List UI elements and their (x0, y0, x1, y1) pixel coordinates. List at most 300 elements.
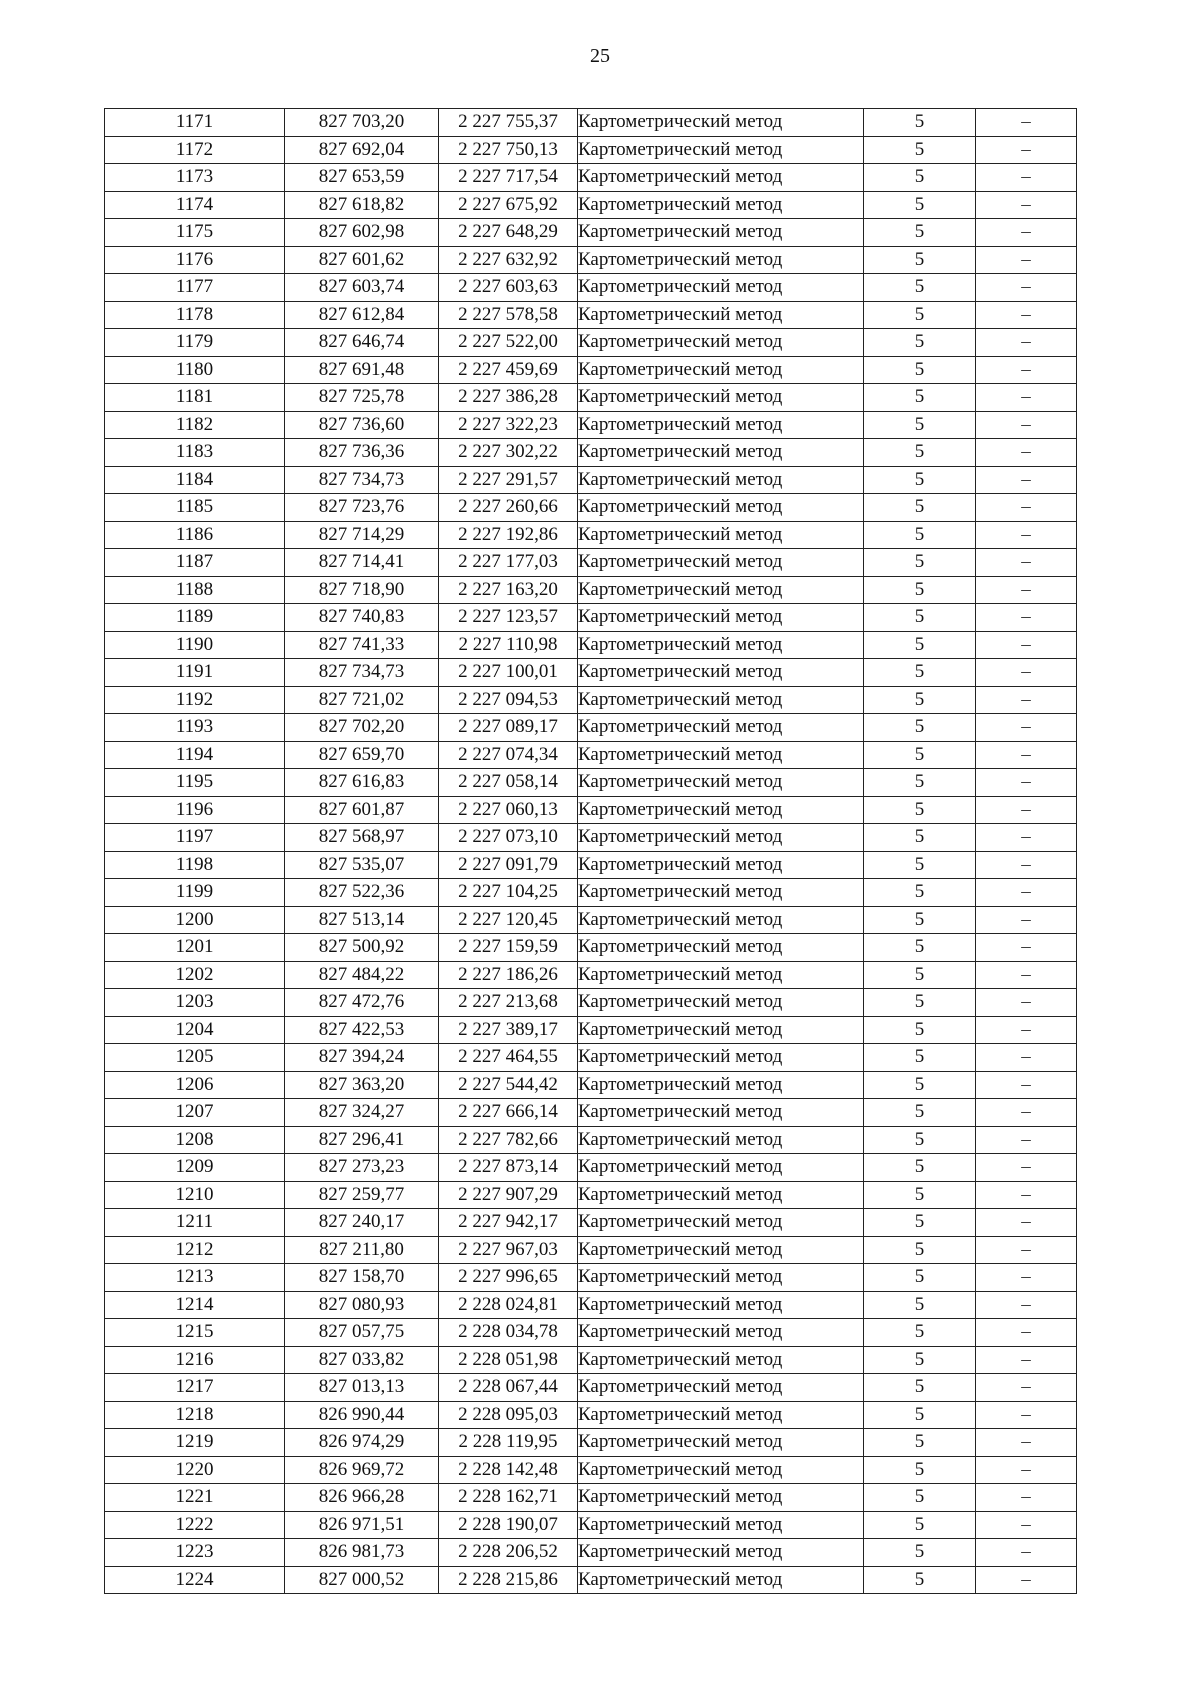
table-row (105, 219, 1077, 247)
x-coordinate-cell: 827 702,20 (285, 714, 439, 742)
point-number-cell: 1218 (105, 1401, 285, 1429)
table-row (105, 329, 1077, 357)
y-coordinate-cell: 2 227 094,53 (439, 686, 578, 714)
accuracy-cell: 5 (864, 1099, 976, 1127)
accuracy-cell: 5 (864, 1236, 976, 1264)
description-cell: – (976, 1264, 1077, 1292)
method-cell: Картометрический метод (578, 1264, 864, 1292)
table-row (105, 494, 1077, 522)
point-number-cell: 1200 (105, 906, 285, 934)
x-coordinate-cell: 827 013,13 (285, 1374, 439, 1402)
y-coordinate-cell: 2 227 389,17 (439, 1016, 578, 1044)
table-row (105, 1456, 1077, 1484)
method-cell: Картометрический метод (578, 411, 864, 439)
point-number-cell: 1174 (105, 191, 285, 219)
x-coordinate-cell: 827 057,75 (285, 1319, 439, 1347)
accuracy-cell: 5 (864, 906, 976, 934)
y-coordinate-cell: 2 228 215,86 (439, 1566, 578, 1594)
point-number-cell: 1198 (105, 851, 285, 879)
table-row (105, 989, 1077, 1017)
method-cell: Картометрический метод (578, 549, 864, 577)
x-coordinate-cell: 827 033,82 (285, 1346, 439, 1374)
accuracy-cell: 5 (864, 1264, 976, 1292)
method-cell: Картометрический метод (578, 961, 864, 989)
point-number-cell: 1184 (105, 466, 285, 494)
method-cell: Картометрический метод (578, 466, 864, 494)
description-cell: – (976, 1181, 1077, 1209)
table-row (105, 604, 1077, 632)
description-cell: – (976, 356, 1077, 384)
method-cell: Картометрический метод (578, 1236, 864, 1264)
x-coordinate-cell: 827 394,24 (285, 1044, 439, 1072)
method-cell: Картометрический метод (578, 769, 864, 797)
x-coordinate-cell: 827 603,74 (285, 274, 439, 302)
x-coordinate-cell: 827 296,41 (285, 1126, 439, 1154)
accuracy-cell: 5 (864, 466, 976, 494)
method-cell: Картометрический метод (578, 1539, 864, 1567)
y-coordinate-cell: 2 227 755,37 (439, 109, 578, 137)
method-cell: Картометрический метод (578, 686, 864, 714)
point-number-cell: 1195 (105, 769, 285, 797)
point-number-cell: 1193 (105, 714, 285, 742)
table-row (105, 1099, 1077, 1127)
accuracy-cell: 5 (864, 961, 976, 989)
accuracy-cell: 5 (864, 769, 976, 797)
method-cell: Картометрический метод (578, 356, 864, 384)
table-row (105, 164, 1077, 192)
x-coordinate-cell: 827 601,62 (285, 246, 439, 274)
accuracy-cell: 5 (864, 1291, 976, 1319)
y-coordinate-cell: 2 227 260,66 (439, 494, 578, 522)
accuracy-cell: 5 (864, 136, 976, 164)
y-coordinate-cell: 2 227 907,29 (439, 1181, 578, 1209)
accuracy-cell: 5 (864, 356, 976, 384)
method-cell: Картометрический метод (578, 384, 864, 412)
y-coordinate-cell: 2 227 302,22 (439, 439, 578, 467)
accuracy-cell: 5 (864, 686, 976, 714)
x-coordinate-cell: 827 522,36 (285, 879, 439, 907)
description-cell: – (976, 329, 1077, 357)
description-cell: – (976, 136, 1077, 164)
description-cell: – (976, 191, 1077, 219)
x-coordinate-cell: 827 211,80 (285, 1236, 439, 1264)
point-number-cell: 1221 (105, 1484, 285, 1512)
description-cell: – (976, 769, 1077, 797)
x-coordinate-cell: 827 472,76 (285, 989, 439, 1017)
method-cell: Картометрический метод (578, 1291, 864, 1319)
x-coordinate-cell: 827 568,97 (285, 824, 439, 852)
x-coordinate-cell: 826 966,28 (285, 1484, 439, 1512)
x-coordinate-cell: 827 422,53 (285, 1016, 439, 1044)
y-coordinate-cell: 2 228 206,52 (439, 1539, 578, 1567)
method-cell: Картометрический метод (578, 219, 864, 247)
table-row (105, 934, 1077, 962)
y-coordinate-cell: 2 227 873,14 (439, 1154, 578, 1182)
description-cell: – (976, 686, 1077, 714)
y-coordinate-cell: 2 227 782,66 (439, 1126, 578, 1154)
point-number-cell: 1207 (105, 1099, 285, 1127)
point-number-cell: 1206 (105, 1071, 285, 1099)
method-cell: Картометрический метод (578, 1456, 864, 1484)
method-cell: Картометрический метод (578, 796, 864, 824)
accuracy-cell: 5 (864, 1126, 976, 1154)
description-cell: – (976, 274, 1077, 302)
method-cell: Картометрический метод (578, 1044, 864, 1072)
table-row (105, 356, 1077, 384)
point-number-cell: 1210 (105, 1181, 285, 1209)
description-cell: – (976, 549, 1077, 577)
description-cell: – (976, 961, 1077, 989)
point-number-cell: 1191 (105, 659, 285, 687)
point-number-cell: 1224 (105, 1566, 285, 1594)
description-cell: – (976, 879, 1077, 907)
point-number-cell: 1173 (105, 164, 285, 192)
x-coordinate-cell: 826 974,29 (285, 1429, 439, 1457)
description-cell: – (976, 1236, 1077, 1264)
description-cell: – (976, 631, 1077, 659)
page-number: 25 (590, 45, 610, 67)
method-cell: Картометрический метод (578, 1511, 864, 1539)
accuracy-cell: 5 (864, 1181, 976, 1209)
description-cell: – (976, 934, 1077, 962)
point-number-cell: 1202 (105, 961, 285, 989)
method-cell: Картометрический метод (578, 741, 864, 769)
point-number-cell: 1178 (105, 301, 285, 329)
x-coordinate-cell: 827 616,83 (285, 769, 439, 797)
point-number-cell: 1199 (105, 879, 285, 907)
table-row (105, 1429, 1077, 1457)
table-row (105, 631, 1077, 659)
description-cell: – (976, 604, 1077, 632)
table-row (105, 274, 1077, 302)
point-number-cell: 1176 (105, 246, 285, 274)
x-coordinate-cell: 827 736,36 (285, 439, 439, 467)
table-row (105, 1016, 1077, 1044)
point-number-cell: 1192 (105, 686, 285, 714)
x-coordinate-cell: 827 324,27 (285, 1099, 439, 1127)
point-number-cell: 1223 (105, 1539, 285, 1567)
x-coordinate-cell: 827 259,77 (285, 1181, 439, 1209)
point-number-cell: 1177 (105, 274, 285, 302)
x-coordinate-cell: 827 723,76 (285, 494, 439, 522)
description-cell: – (976, 301, 1077, 329)
method-cell: Картометрический метод (578, 879, 864, 907)
description-cell: – (976, 1539, 1077, 1567)
method-cell: Картометрический метод (578, 851, 864, 879)
table-row (105, 714, 1077, 742)
description-cell: – (976, 1099, 1077, 1127)
description-cell: – (976, 439, 1077, 467)
table-row (105, 549, 1077, 577)
x-coordinate-cell: 827 703,20 (285, 109, 439, 137)
accuracy-cell: 5 (864, 824, 976, 852)
y-coordinate-cell: 2 228 119,95 (439, 1429, 578, 1457)
method-cell: Картометрический метод (578, 576, 864, 604)
y-coordinate-cell: 2 228 190,07 (439, 1511, 578, 1539)
description-cell: – (976, 851, 1077, 879)
y-coordinate-cell: 2 228 024,81 (439, 1291, 578, 1319)
y-coordinate-cell: 2 228 142,48 (439, 1456, 578, 1484)
method-cell: Картометрический метод (578, 191, 864, 219)
description-cell: – (976, 109, 1077, 137)
y-coordinate-cell: 2 227 522,00 (439, 329, 578, 357)
y-coordinate-cell: 2 227 291,57 (439, 466, 578, 494)
y-coordinate-cell: 2 227 632,92 (439, 246, 578, 274)
accuracy-cell: 5 (864, 1539, 976, 1567)
method-cell: Картометрический метод (578, 329, 864, 357)
y-coordinate-cell: 2 228 067,44 (439, 1374, 578, 1402)
accuracy-cell: 5 (864, 631, 976, 659)
table-row (105, 109, 1077, 137)
x-coordinate-cell: 826 981,73 (285, 1539, 439, 1567)
accuracy-cell: 5 (864, 384, 976, 412)
point-number-cell: 1204 (105, 1016, 285, 1044)
x-coordinate-cell: 827 612,84 (285, 301, 439, 329)
point-number-cell: 1181 (105, 384, 285, 412)
y-coordinate-cell: 2 227 123,57 (439, 604, 578, 632)
method-cell: Картометрический метод (578, 934, 864, 962)
y-coordinate-cell: 2 227 717,54 (439, 164, 578, 192)
accuracy-cell: 5 (864, 164, 976, 192)
table-row (105, 796, 1077, 824)
accuracy-cell: 5 (864, 1429, 976, 1457)
table-row (105, 521, 1077, 549)
accuracy-cell: 5 (864, 576, 976, 604)
description-cell: – (976, 1291, 1077, 1319)
table-row (105, 1044, 1077, 1072)
table-row (105, 246, 1077, 274)
x-coordinate-cell: 827 646,74 (285, 329, 439, 357)
method-cell: Картометрический метод (578, 714, 864, 742)
description-cell: – (976, 1566, 1077, 1594)
y-coordinate-cell: 2 227 942,17 (439, 1209, 578, 1237)
y-coordinate-cell: 2 227 177,03 (439, 549, 578, 577)
point-number-cell: 1180 (105, 356, 285, 384)
y-coordinate-cell: 2 227 060,13 (439, 796, 578, 824)
y-coordinate-cell: 2 228 051,98 (439, 1346, 578, 1374)
method-cell: Картометрический метод (578, 109, 864, 137)
x-coordinate-cell: 827 000,52 (285, 1566, 439, 1594)
method-cell: Картометрический метод (578, 274, 864, 302)
point-number-cell: 1179 (105, 329, 285, 357)
x-coordinate-cell: 827 734,73 (285, 466, 439, 494)
accuracy-cell: 5 (864, 1016, 976, 1044)
y-coordinate-cell: 2 227 104,25 (439, 879, 578, 907)
point-number-cell: 1203 (105, 989, 285, 1017)
table-row (105, 1071, 1077, 1099)
table-row (105, 1181, 1077, 1209)
y-coordinate-cell: 2 227 967,03 (439, 1236, 578, 1264)
accuracy-cell: 5 (864, 246, 976, 274)
description-cell: – (976, 714, 1077, 742)
coordinates-table-body (105, 109, 1077, 1594)
table-row (105, 1209, 1077, 1237)
description-cell: – (976, 1016, 1077, 1044)
method-cell: Картометрический метод (578, 494, 864, 522)
x-coordinate-cell: 827 740,83 (285, 604, 439, 632)
accuracy-cell: 5 (864, 934, 976, 962)
point-number-cell: 1217 (105, 1374, 285, 1402)
method-cell: Картометрический метод (578, 1016, 864, 1044)
point-number-cell: 1209 (105, 1154, 285, 1182)
x-coordinate-cell: 827 714,41 (285, 549, 439, 577)
y-coordinate-cell: 2 227 091,79 (439, 851, 578, 879)
x-coordinate-cell: 826 990,44 (285, 1401, 439, 1429)
point-number-cell: 1208 (105, 1126, 285, 1154)
method-cell: Картометрический метод (578, 1346, 864, 1374)
method-cell: Картометрический метод (578, 631, 864, 659)
y-coordinate-cell: 2 227 648,29 (439, 219, 578, 247)
x-coordinate-cell: 827 692,04 (285, 136, 439, 164)
y-coordinate-cell: 2 227 996,65 (439, 1264, 578, 1292)
method-cell: Картометрический метод (578, 1401, 864, 1429)
description-cell: – (976, 1374, 1077, 1402)
description-cell: – (976, 494, 1077, 522)
table-row (105, 824, 1077, 852)
description-cell: – (976, 246, 1077, 274)
accuracy-cell: 5 (864, 439, 976, 467)
accuracy-cell: 5 (864, 494, 976, 522)
accuracy-cell: 5 (864, 851, 976, 879)
description-cell: – (976, 1484, 1077, 1512)
x-coordinate-cell: 827 734,73 (285, 659, 439, 687)
description-cell: – (976, 521, 1077, 549)
table-row (105, 576, 1077, 604)
y-coordinate-cell: 2 228 034,78 (439, 1319, 578, 1347)
point-number-cell: 1185 (105, 494, 285, 522)
table-row (105, 1401, 1077, 1429)
accuracy-cell: 5 (864, 109, 976, 137)
point-number-cell: 1171 (105, 109, 285, 137)
table-row (105, 769, 1077, 797)
x-coordinate-cell: 827 659,70 (285, 741, 439, 769)
y-coordinate-cell: 2 227 544,42 (439, 1071, 578, 1099)
accuracy-cell: 5 (864, 1071, 976, 1099)
table-row (105, 1539, 1077, 1567)
method-cell: Картометрический метод (578, 989, 864, 1017)
point-number-cell: 1211 (105, 1209, 285, 1237)
description-cell: – (976, 411, 1077, 439)
y-coordinate-cell: 2 227 750,13 (439, 136, 578, 164)
point-number-cell: 1214 (105, 1291, 285, 1319)
description-cell: – (976, 906, 1077, 934)
x-coordinate-cell: 827 691,48 (285, 356, 439, 384)
y-coordinate-cell: 2 227 110,98 (439, 631, 578, 659)
description-cell: – (976, 1429, 1077, 1457)
x-coordinate-cell: 827 273,23 (285, 1154, 439, 1182)
coordinates-table (104, 108, 1077, 1594)
method-cell: Картометрический метод (578, 1484, 864, 1512)
accuracy-cell: 5 (864, 741, 976, 769)
table-row (105, 741, 1077, 769)
point-number-cell: 1197 (105, 824, 285, 852)
table-row (105, 384, 1077, 412)
point-number-cell: 1175 (105, 219, 285, 247)
point-number-cell: 1219 (105, 1429, 285, 1457)
x-coordinate-cell: 827 721,02 (285, 686, 439, 714)
x-coordinate-cell: 827 602,98 (285, 219, 439, 247)
table-row (105, 1264, 1077, 1292)
y-coordinate-cell: 2 227 213,68 (439, 989, 578, 1017)
point-number-cell: 1172 (105, 136, 285, 164)
point-number-cell: 1189 (105, 604, 285, 632)
point-number-cell: 1216 (105, 1346, 285, 1374)
table-row (105, 851, 1077, 879)
accuracy-cell: 5 (864, 301, 976, 329)
table-row (105, 1154, 1077, 1182)
point-number-cell: 1220 (105, 1456, 285, 1484)
table-row (105, 439, 1077, 467)
method-cell: Картометрический метод (578, 1126, 864, 1154)
method-cell: Картометрический метод (578, 906, 864, 934)
accuracy-cell: 5 (864, 1209, 976, 1237)
y-coordinate-cell: 2 227 073,10 (439, 824, 578, 852)
method-cell: Картометрический метод (578, 1099, 864, 1127)
point-number-cell: 1201 (105, 934, 285, 962)
x-coordinate-cell: 827 500,92 (285, 934, 439, 962)
description-cell: – (976, 1401, 1077, 1429)
x-coordinate-cell: 827 736,60 (285, 411, 439, 439)
table-row (105, 879, 1077, 907)
accuracy-cell: 5 (864, 1346, 976, 1374)
accuracy-cell: 5 (864, 1044, 976, 1072)
method-cell: Картометрический метод (578, 1374, 864, 1402)
accuracy-cell: 5 (864, 659, 976, 687)
method-cell: Картометрический метод (578, 604, 864, 632)
x-coordinate-cell: 827 363,20 (285, 1071, 439, 1099)
point-number-cell: 1186 (105, 521, 285, 549)
x-coordinate-cell: 827 158,70 (285, 1264, 439, 1292)
y-coordinate-cell: 2 228 095,03 (439, 1401, 578, 1429)
method-cell: Картометрический метод (578, 1154, 864, 1182)
method-cell: Картометрический метод (578, 1181, 864, 1209)
point-number-cell: 1190 (105, 631, 285, 659)
accuracy-cell: 5 (864, 219, 976, 247)
method-cell: Картометрический метод (578, 136, 864, 164)
table-row (105, 301, 1077, 329)
accuracy-cell: 5 (864, 1566, 976, 1594)
x-coordinate-cell: 827 725,78 (285, 384, 439, 412)
method-cell: Картометрический метод (578, 1209, 864, 1237)
accuracy-cell: 5 (864, 521, 976, 549)
point-number-cell: 1222 (105, 1511, 285, 1539)
y-coordinate-cell: 2 227 120,45 (439, 906, 578, 934)
method-cell: Картометрический метод (578, 521, 864, 549)
accuracy-cell: 5 (864, 879, 976, 907)
x-coordinate-cell: 827 714,29 (285, 521, 439, 549)
method-cell: Картометрический метод (578, 164, 864, 192)
description-cell: – (976, 824, 1077, 852)
x-coordinate-cell: 827 080,93 (285, 1291, 439, 1319)
y-coordinate-cell: 2 227 675,92 (439, 191, 578, 219)
description-cell: – (976, 1154, 1077, 1182)
point-number-cell: 1187 (105, 549, 285, 577)
accuracy-cell: 5 (864, 1401, 976, 1429)
accuracy-cell: 5 (864, 329, 976, 357)
x-coordinate-cell: 827 484,22 (285, 961, 439, 989)
description-cell: – (976, 1044, 1077, 1072)
table-row (105, 466, 1077, 494)
method-cell: Картометрический метод (578, 246, 864, 274)
method-cell: Картометрический метод (578, 1429, 864, 1457)
y-coordinate-cell: 2 227 186,26 (439, 961, 578, 989)
accuracy-cell: 5 (864, 1154, 976, 1182)
y-coordinate-cell: 2 227 192,86 (439, 521, 578, 549)
method-cell: Картометрический метод (578, 824, 864, 852)
method-cell: Картометрический метод (578, 439, 864, 467)
table-row (105, 1566, 1077, 1594)
table-row (105, 906, 1077, 934)
